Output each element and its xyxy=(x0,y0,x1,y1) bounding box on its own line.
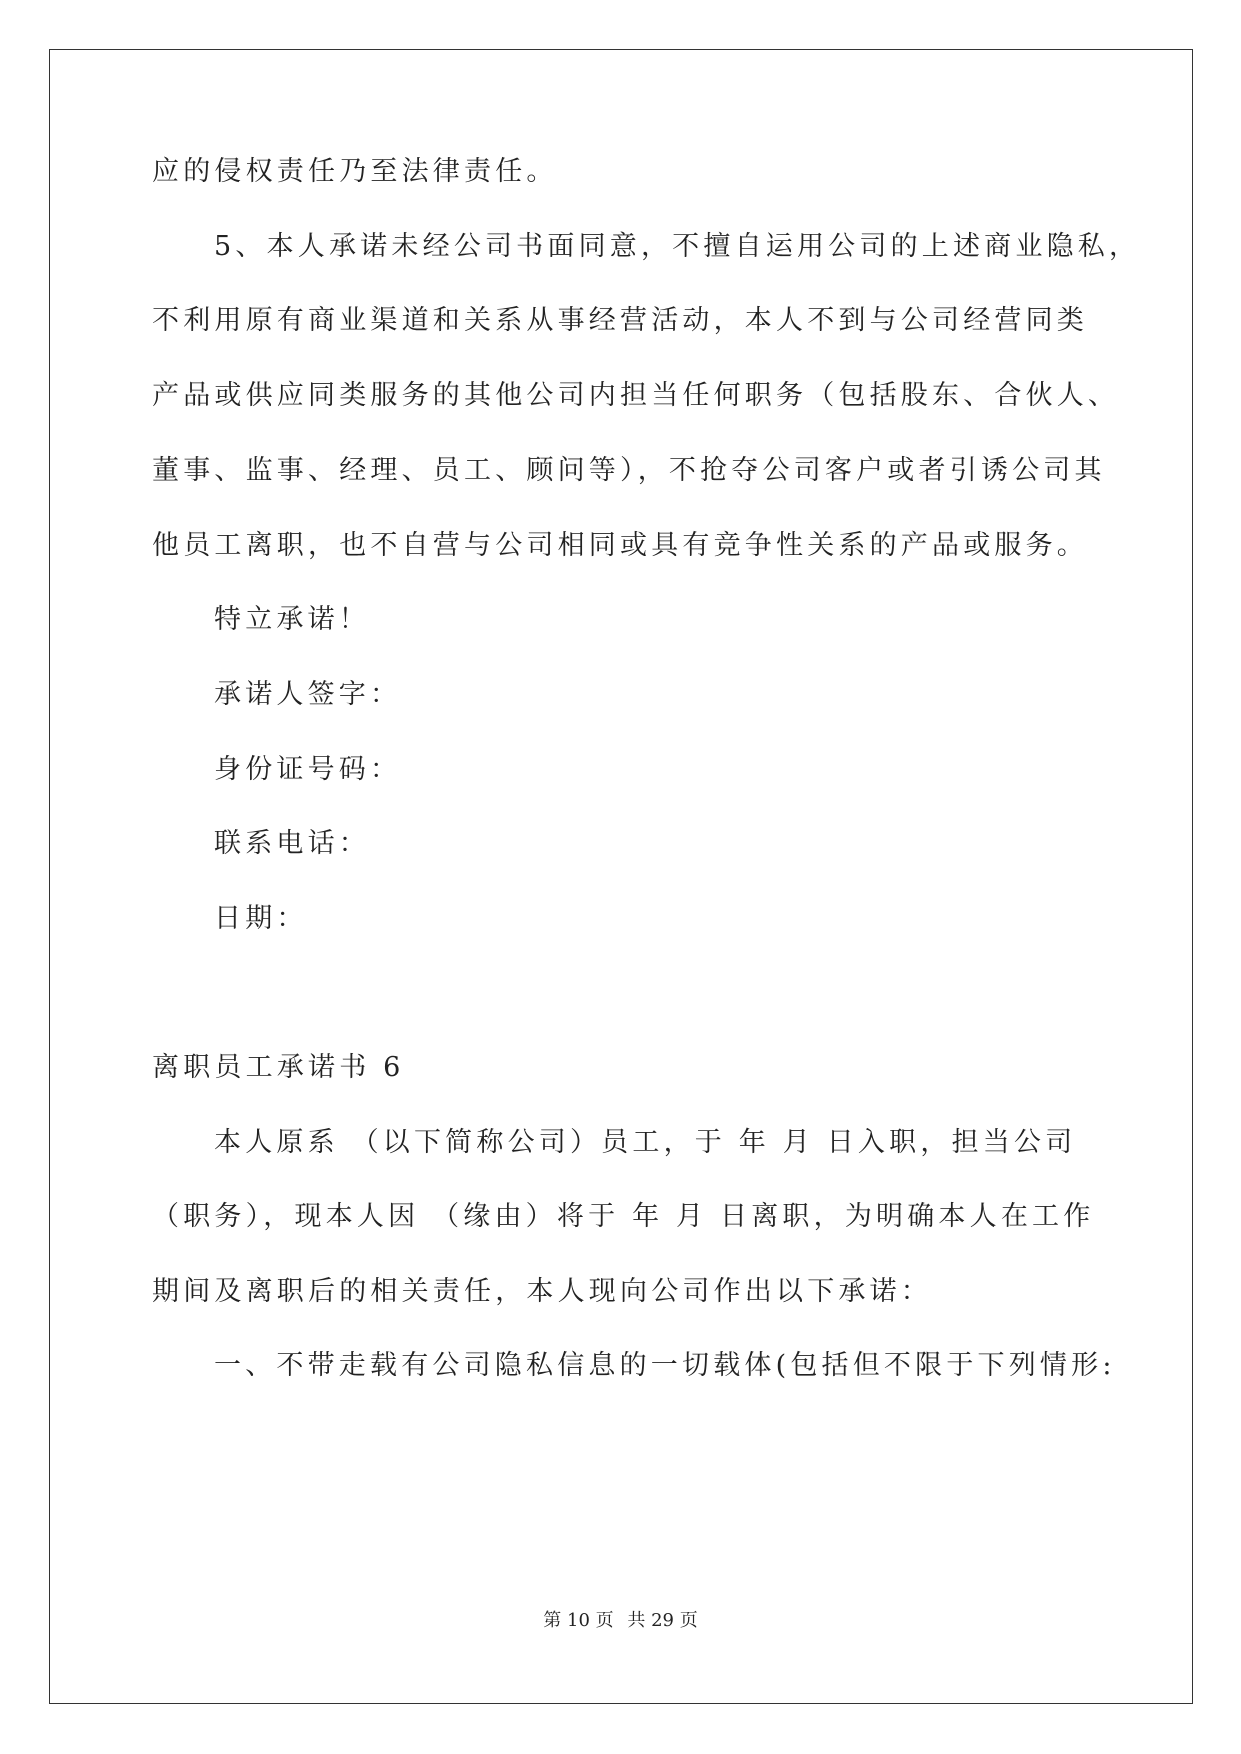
clause-5-line-3: 产品或供应同类服务的其他公司内担当任何职务（包括股东、合伙人、 xyxy=(152,380,1120,411)
phone-label: 联系电话： xyxy=(214,828,370,859)
signature-label: 承诺人签字： xyxy=(214,679,402,710)
declaration: 特立承诺！ xyxy=(214,604,370,635)
paragraph-continuation: 应的侵权责任乃至法律责任。 xyxy=(152,156,558,187)
page-footer xyxy=(0,1606,1241,1632)
clause-5-line-4: 董事、监事、经理、员工、顾问等），不抢夺公司客户或者引诱公司其 xyxy=(152,455,1106,486)
intro-line-2: （职务），现本人因 （缘由）将于 年 月 日离职，为明确本人在工作 xyxy=(152,1201,1095,1232)
page-total: 共 29 页 xyxy=(627,1610,698,1631)
date-label: 日期： xyxy=(214,903,308,934)
page-number: 第 10 页 xyxy=(543,1610,614,1631)
id-number-label: 身份证号码： xyxy=(214,754,402,785)
clause-5-line-2: 不利用原有商业渠道和关系从事经营活动，本人不到与公司经营同类 xyxy=(152,305,1088,336)
clause-1: 一、不带走载有公司隐私信息的一切载体(包括但不限于下列情形: xyxy=(214,1350,1116,1381)
intro-line-3: 期间及离职后的相关责任，本人现向公司作出以下承诺： xyxy=(152,1276,932,1307)
clause-5-line-5: 他员工离职，也不自营与公司相同或具有竞争性关系的产品或服务。 xyxy=(152,530,1088,561)
section-title: 离职员工承诺书 6 xyxy=(152,1052,405,1083)
page-border xyxy=(49,49,1193,1704)
clause-5-line-1: 5、本人承诺未经公司书面同意，不擅自运用公司的上述商业隐私， xyxy=(214,231,1141,262)
intro-line-1: 本人原系 （以下简称公司）员工，于 年 月 日入职，担当公司 xyxy=(214,1127,1077,1158)
